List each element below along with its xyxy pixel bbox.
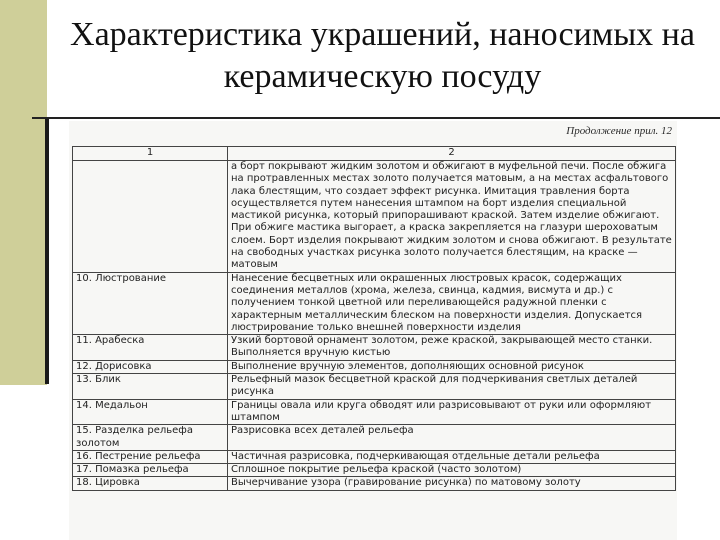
row-desc: Вычерчивание узора (гравирование рисунка) по матовому золоту [228, 477, 676, 490]
title-divider [32, 117, 720, 119]
table-row [73, 272, 676, 334]
table-row [73, 374, 676, 400]
slide-title: Характеристика украшений, наносимых на керамическую посуду [70, 16, 695, 95]
row-name: 11. Арабеска [73, 335, 228, 361]
header-col-1: 1 [73, 147, 228, 161]
decoration-table [72, 146, 676, 491]
row-desc: Сплошное покрытие рельефа краской (часто золотом) [228, 464, 676, 477]
row-desc: Нанесение бесцветных или окрашенных люстровых красок, содержащих соединения металлов (хрома, железа, свинца, кадмия, висмута и др.) с получением тонкой цветной или переливающейся радужной пленки с характерным металлическим блеском на поверхности изделия. Допускается люстрирование только внешней поверхности изделия [228, 272, 676, 334]
row-desc: Рельефный мазок бесцветной краской для подчеркивания светлых деталей рисунка [228, 374, 676, 400]
row-name: 14. Медальон [73, 399, 228, 425]
row-desc: Границы овала или круга обводят или разрисовывают от руки или оформляют штампом [228, 399, 676, 425]
row-name: 15. Разделка рельефа золотом [73, 425, 228, 451]
table-row [73, 399, 676, 425]
table-row [73, 335, 676, 361]
row-name: 10. Люстрование [73, 272, 228, 334]
row-name: 12. Дорисовка [73, 360, 228, 373]
continuation-note: Продолжение прил. 12 [566, 125, 672, 137]
row-desc: а борт покрывают жидким золотом и обжигают в муфельной печи. После обжига на протравленных местах золото получается матовым, а на местах асфальтового лака блестящим, что создает эффект рисунка. Имитация травления борта осуществляется путем нанесения штампом на борт изделия специальной мастикой рисунка, который припорашивают краской. Затем изделие обжигают. При обжиге мастика выгорает, а краска закрепляется на глазури шероховатым слоем. Борт изделия покрывают жидким золотом и снова обжигают. В результате на свободных участках рисунка золото получается блестящим, на краске — матовым [228, 161, 676, 273]
table-row [73, 360, 676, 373]
row-name: 16. Пестрение рельефа [73, 450, 228, 463]
row-name [73, 161, 228, 273]
row-name: 17. Помазка рельефа [73, 464, 228, 477]
table-header-row [73, 147, 676, 161]
table-row [73, 425, 676, 451]
table-row [73, 464, 676, 477]
row-desc: Частичная разрисовка, подчеркивающая отдельные детали рельефа [228, 450, 676, 463]
row-desc: Выполнение вручную элементов, дополняющих основной рисунок [228, 360, 676, 373]
table-row [73, 161, 676, 273]
row-desc: Узкий бортовой орнамент золотом, реже краской, закрывающей место станки. Выполняется вручную кистью [228, 335, 676, 361]
table-row [73, 477, 676, 490]
row-desc: Разрисовка всех деталей рельефа [228, 425, 676, 451]
vertical-accent-line [45, 119, 49, 384]
header-col-2: 2 [228, 147, 676, 161]
row-name: 13. Блик [73, 374, 228, 400]
sidebar-accent-bar [0, 0, 47, 385]
table-row [73, 450, 676, 463]
row-name: 18. Цировка [73, 477, 228, 490]
